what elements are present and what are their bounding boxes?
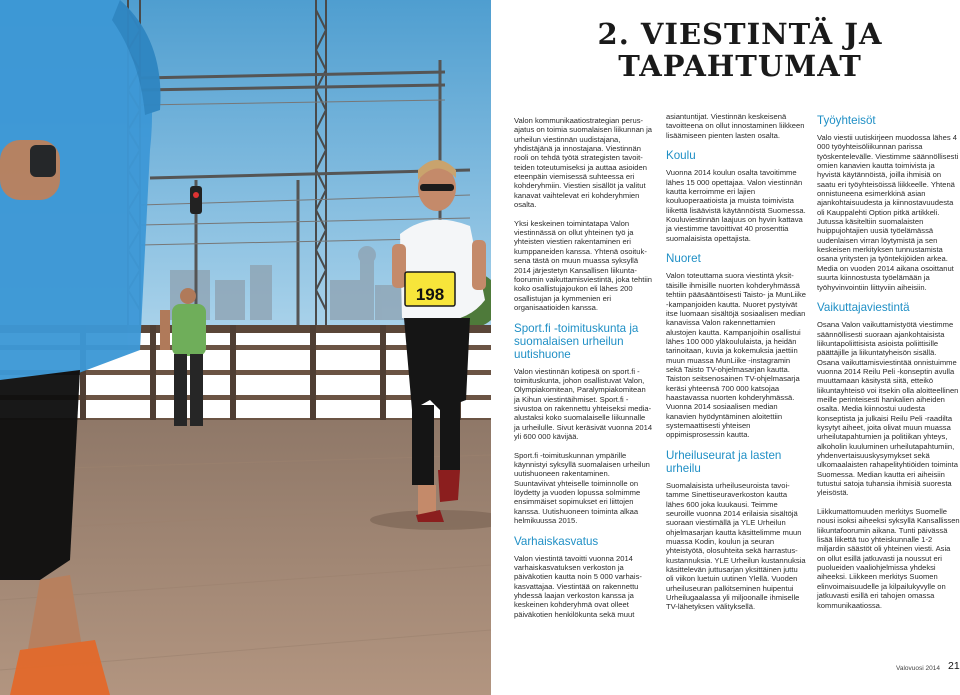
tyoyhteisot-paragraph: Valo viestii uutiskirjeen muodossa lähes 4 000 työyhteisöliikunnan parissa työskentelevälle. Viestimme säännöllisesti omien kanavien kautta toimivista ja hyvistä käytännöistä, joilla ihmisiä on saatu eri työyhteisöissä liikkeelle. Yhtenä onnistuneena esimerkkinä asian ajankohtaisuudesta ja kiinnostavuudesta oli Kauppalehti Option pitkä artikkeli. Jutussa käsiteltiin suomalaisten huippujohtajien uusiä työelämässä uudenlaisen virran löytymistä ja sen keskeisen merkityksen tunnustamista osana yritysten ja työntekijöiden arkea. Media on vuoden 2014 aikana osoittanut suurta kiinnostusta työelämään ja työhyvinvointiin liittyviin aiheisiin. (817, 133, 959, 292)
page-title-line2: TAPAHTUMAT (618, 49, 862, 83)
heading-sport-fi: Sport.fi -toimituskunta ja suomalaisen urheilun uutishuone (514, 321, 639, 361)
page-title (560, 18, 920, 82)
partnership-paragraph: Yksi keskeinen toimintatapa Valon viestinnässä on ollut yhteinen työ ja yhteisten viestien rakentaminen eri kumppaneiden kanssa. Yhtenä osoituksena tästä on muun muassa syksyllä 2014 järjestetyn Kansallisen liikuntafoorumin vaikuttamisviestintä, joka tehtiin koko osallistujajoukon eli lähes 200 osallistujan ja kymmenien eri organisaatioiden kanssa. (514, 218, 653, 312)
varhaiskasvatus-continued: asiantuntijat. Viestinnän keskeisenä tavoitteena on ollut innostaminen liikkeen lisäämiseen pienten lasten osalta. (666, 112, 805, 140)
heading-varhaiskasvatus: Varhaiskasvatus (514, 534, 599, 548)
sport-fi-paragraph: Valon viestinnän kotipesä on sport.fi -toimituskunta, johon osallistuvat Valon, Olympiakomitean, Paralympiakomitean ja Kihun viestintäihmiset. Sport.fi -sivustoa on rakennettu yhteiseksi media-alustaksi koko suomalaiselle liikunnalle ja urheilulle. Sivut keräsivät vuonna 2014 yli 600 000 kävijää. (514, 366, 653, 441)
liikkumattomuus-paragraph: Liikkumattomuuden merkitys Suomelle nousi isoksi aiheeksi syksyllä Kansallissen liikuntafoorumin aikana. Tunti päivässä lisää liikettä tuo yhteiskunnalle 1-2 miljardin säästöt oli yhteinen viesti. Asia on ollut esillä jatkuvasti ja noussut eri puolueiden vaaliohjelmissa yhdeksi aiheeksi. Liikkeen merkitys Suomen elinvoimaisuudelle ja kilpailukyvylle on jatkuvasti esillä eri tahojen omassa kommunikaatiossa. (817, 507, 960, 610)
nuoret-paragraph: Valon toteuttama suora viestintä yksittäisille ihmisille nuorten kohderyhmässä tehtiin pääsääntöisesti Taisto- ja MunLiike -kampanjoiden kautta. Nuoret pystyivät itse luomaan sisältöjä sosiaalisen median kanavissa Valon rakennettamien alustojen kautta. Kampanjoihin osallistui lähes 100 000 yläkoululaista, ja heidän tarinoitaan, kuvia ja kokemuksia jaettiin muun muassa MunLiike -instagramin sekä Taisto TV-ohjelmasarjan kautta. Taiston seitsenosainen TV-ohjelmasarja keräsi yhteensä 700 000 katsojaa haastavassa nuorten kohderyhmässä. Vuonna 2014 sosiaalisen median kanavien hyödyntäminen aloitettiin systemaattisesti yhteisen oppimisprosessin kautta. (666, 271, 807, 440)
intro-paragraph: Valon kommunikaatiostrategian perusajatus on toimia suomalaisen liikunnan ja urheilun viestinnän uudistajana, yhdistäjänä ja innostajana. Viestinnän rooli on tehdä työtä strategisten tavoitteiden toteutumiseksi ja auttaa asioiden eteenpäin viemisessä suhteessa eri kohderyhmiin. Viestien sisällöt ja valitut kanavat vaihtelevat eri kohderyhmien osalta. (514, 116, 653, 210)
footer-publication: Valovuosi 2014 (896, 665, 940, 672)
vaikuttaja-paragraph: Osana Valon vaikuttamistyötä viestimme säännöllisesti suoraan ajankohtaisista liikuntapoliittisista asioista poliittisille päättäjille ja liikuntatyheisön sisällä. Osana vaikuttamisviestintää onnistuimme vuonna 2014 Reilu Peli -konseptin avulla muuttamaan käsitystä siitä, etteikö liikuntayhteisö voi itsekin olla aloitteellinen meille perinteisesti hankalien aiheiden osalta. Media kiinnostui uudesta konseptista ja julkaisi Reilu Peli -raadilta kysytyt aiheet, joita olivat muun muassa urheilutapahtumien ja politiikan yhteys, alkoholin kuuluminen urheilutapahtumiin, yhdenvertaisuuskysymykset sekä ulkomaalaisten rahapelityhtiöiden toiminta Suomessa. Median kautta eri aiheisiin tutustui satoja tuhansia ihmisiä suoresta yleisöstä. (817, 320, 959, 498)
text-column-1 (514, 116, 653, 619)
koulu-paragraph: Vuonna 2014 koulun osalta tavoitimme lähes 15 000 opettajaa. Valon viestinnän kautta kerroimme eri lajien kouluoperaatioista ja muista toimivista liikettä lisäävistä käytännöistä Suomessa. Kouluviestinnän laajuus on hyvin kattava ja viestimme tavoittivat 40 prosenttia suomalaisista opettajista. (666, 168, 806, 243)
rail-signal (190, 186, 202, 214)
newsroom-paragraph: Sport.fi -toimituskunnan ympärille käynnistyi syksyllä suomalaisen urheilun uutishuoneen rakentaminen. Suuntaviivat yhteiselle toiminnolle on löydetty ja vuoden lopussa solmimme ensimmäiset sopimukset eri liittojen kanssa. Uutishuoneen toiminta alkaa helmikuussa 2015. (514, 450, 650, 526)
heading-urheiluseurat: Urheiluseurat ja lasten urheilu (666, 449, 782, 475)
page-number: 21 (948, 660, 960, 672)
varhaiskasvatus-paragraph: Valon viestintä tavoitti vuonna 2014 varhaiskasvatuksen verkoston ja päiväkotien kautta noin 5 000 varhaiskasvattajaa. Viestintää on rakennettu yhdessä laajan verkoston kanssa ja keskeinen kohderyhmä ovat olleet päiväkotien henkilökunta sekä muut (514, 553, 642, 619)
page-title-line1: 2. VIESTINTÄ JA (597, 17, 883, 51)
text-column-2 (666, 112, 806, 612)
heading-nuoret: Nuoret (666, 252, 701, 266)
text-column-3 (817, 112, 960, 610)
heading-koulu: Koulu (666, 149, 696, 163)
heading-vaikuttajaviestinta: Vaikuttajaviestintä (817, 301, 910, 315)
urheiluseurat-paragraph: Suomalaisista urheiluseuroista tavoitamme Sinettiseuraverkoston kautta lähes 600 joka kuukausi. Teimme seuroille vuonna 2014 erilaisia sisältöjä suoraan viestimällä ja YLE Urheilun ohjelmasarjan kautta käsittelimme muun muassa Kodin, koulun ja seuran yhteistyötä, olosuhteita sekä harrastuskustannuksia. YLE Urheilun kustannuksia käsittelevän juttusarjan yksittäinen juttu oli viikon luetuin uutinen Ylellä. Vuoden urheiluseuran palkitseminen huipentui Urheilugaalassa yli miljoonalle ihmiselle TV-lähetyksen välityksellä. (666, 481, 806, 612)
bib-number: 198 (415, 285, 445, 304)
heading-tyoyhteisot: Työyhteisöt (817, 114, 876, 127)
